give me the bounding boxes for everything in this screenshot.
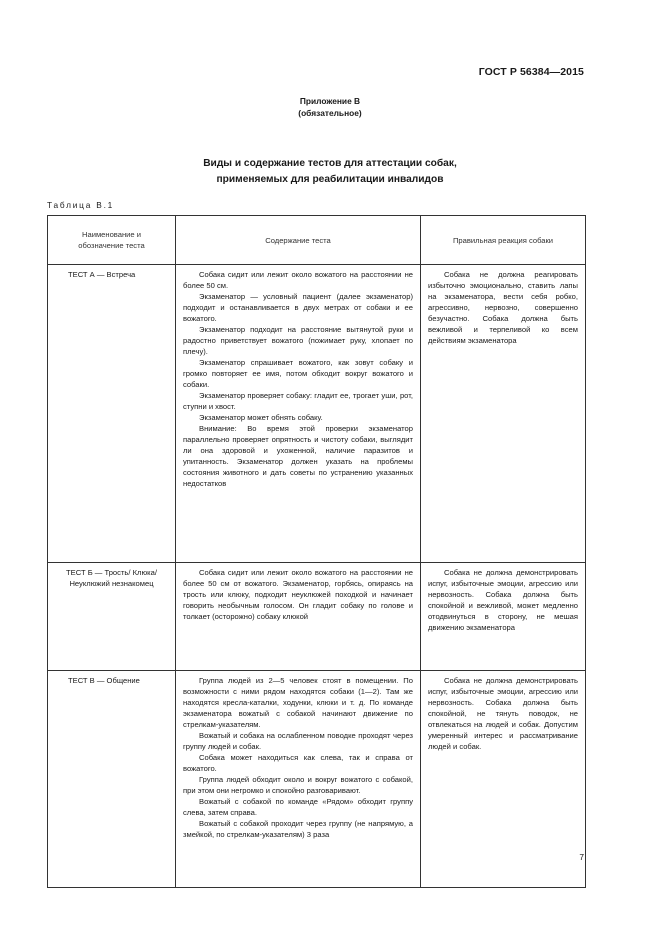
appendix-status: (обязательное) bbox=[298, 108, 362, 118]
standard-code: ГОСТ Р 56384—2015 bbox=[478, 66, 584, 78]
paragraph: Вожатый и собака на ослабленном поводке проходят через группу людей и собак. bbox=[183, 731, 413, 751]
appendix-title: Приложение В bbox=[299, 96, 361, 106]
paragraph: Собака не должна реагировать избыточно эмоционально, ставить лапы на экзаменатора, вести себя робко, агрессивно, нервозно, совершенно безучастно. Собака должна быть вежливой и терпеливой ко всем действиям экзаменатора bbox=[428, 270, 578, 345]
table-row-test-b bbox=[48, 563, 586, 671]
document-title-line-1: Виды и содержание тестов для аттестации собак, bbox=[203, 158, 457, 169]
paragraph: Вожатый с собакой по команде «Рядом» обходит группу слева, затем справа. bbox=[183, 797, 413, 817]
table-caption: Таблица В.1 bbox=[47, 200, 115, 210]
table-row-test-a bbox=[48, 265, 586, 563]
paragraph: Экзаменатор подходит на расстояние вытянутой руки и радостно приветствует вожатого (пожимает руку, хлопает по плечу). bbox=[183, 325, 413, 356]
header-content: Содержание теста bbox=[176, 216, 421, 265]
paragraph: Вожатый с собакой проходит через группу (не напрямую, а змейкой, по стрелкам-указателям) 3 раза bbox=[183, 819, 413, 839]
test-b-reaction bbox=[421, 563, 586, 671]
test-a-reaction bbox=[421, 265, 586, 563]
page-number: 7 bbox=[579, 852, 584, 862]
paragraph: Группа людей обходит около и вокруг вожатого с собакой, при этом они негромко и спокойно разговаривают. bbox=[183, 775, 413, 795]
document-title-line-2: применяемых для реабилитации инвалидов bbox=[216, 174, 444, 185]
paragraph: Собака может находиться как слева, так и справа от вожатого. bbox=[183, 753, 413, 773]
tests-table bbox=[47, 215, 586, 888]
paragraph: Собака сидит или лежит около вожатого на расстоянии не более 50 см от вожатого. Экзаменатор, горбясь, опираясь на трость или клюку, подходит неуклюжей походкой и начинает говорить необычным голосом. Он гладит собаку по голове и толкает (осторожно) собаку клюкой bbox=[183, 568, 413, 621]
paragraph: Внимание: Во время этой проверки экзаменатор параллельно проверяет опрятность и чистоту собаки, выглядит ли она здоровой и ухоженной, наличие паразитов и упитанность. Экзаменатор должен указать на проблемы состояния животного и дать советы по устранению указанных недостатков bbox=[183, 424, 413, 488]
test-a-content bbox=[176, 265, 421, 563]
table-row-test-v bbox=[48, 671, 586, 888]
test-a-name: ТЕСТ А — Встреча bbox=[48, 265, 176, 563]
test-b-content bbox=[176, 563, 421, 671]
paragraph: Собака не должна демонстрировать испуг, избыточные эмоции, агрессию или нервозность. Собака должна быть спокойной, не тянуть поводок, не отвлекаться на людей и собак. Допустим умеренный интерес и рассматривание людей и собак. bbox=[428, 676, 578, 751]
test-v-reaction bbox=[421, 671, 586, 888]
paragraph: Экзаменатор спрашивает вожатого, как зовут собаку и громко повторяет ее имя, потом обходит вокруг вожатого и собаки. bbox=[183, 358, 413, 389]
test-v-name: ТЕСТ В — Общение bbox=[48, 671, 176, 888]
paragraph: Экзаменатор проверяет собаку: гладит ее, трогает уши, рот, ступни и хвост. bbox=[183, 391, 413, 411]
test-b-name: ТЕСТ Б — Трость/ Клюка/Неуклюжий незнакомец bbox=[48, 563, 176, 671]
paragraph: Группа людей из 2—5 человек стоят в помещении. По возможности с ними рядом находятся собаки (1—2). Там же находятся кресла-каталки, ходунки, клюки и т. д. По команде экзаменатора вожатый с собакой начинают движение по стрелкам-указателям. bbox=[183, 676, 413, 729]
paragraph: Собака сидит или лежит около вожатого на расстоянии не более 50 см. bbox=[183, 270, 413, 290]
table-header-row bbox=[48, 216, 586, 265]
header-name: Наименование и обозначение теста bbox=[48, 216, 176, 265]
test-v-content bbox=[176, 671, 421, 888]
header-reaction: Правильная реакция собаки bbox=[421, 216, 586, 265]
paragraph: Экзаменатор — условный пациент (далее экзаменатор) подходит и останавливается в двух метрах от собаки и ее вожатого. bbox=[183, 292, 413, 323]
paragraph: Собака не должна демонстрировать испуг, избыточные эмоции, агрессию или нервозность. Собака должна быть спокойной и вежливой, может медленно отодвинуться в сторону, не мешая движению экзаменатора bbox=[428, 568, 578, 632]
paragraph: Экзаменатор может обнять собаку. bbox=[199, 413, 323, 422]
